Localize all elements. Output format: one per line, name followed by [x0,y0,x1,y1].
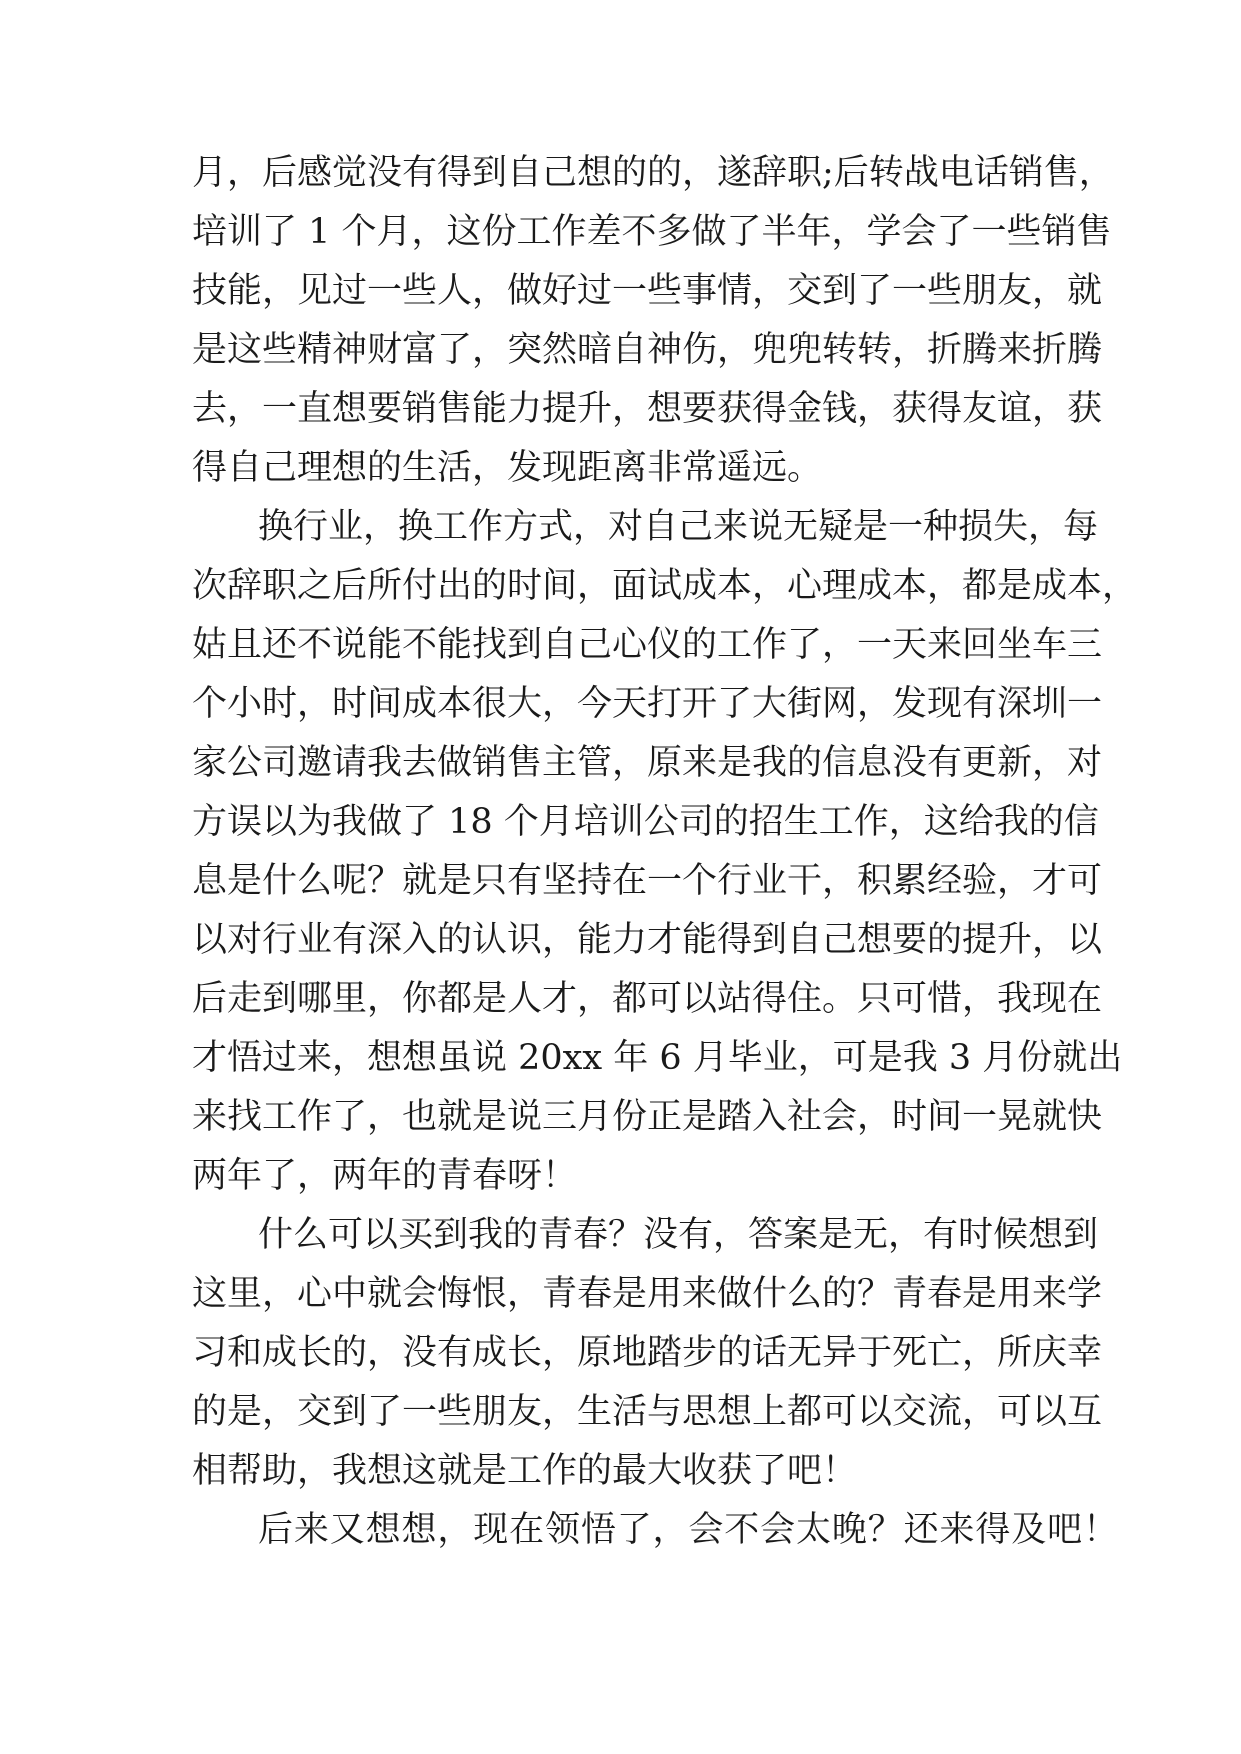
text-line: 方误以为我做了 18 个月培训公司的招生工作，这给我的信 [192,802,1099,842]
text-line: 以对行业有深入的认识，能力才能得到自己想要的提升，以 [192,920,1103,960]
text-line: 这里，心中就会悔恨，青春是用来做什么的？青春是用来学 [192,1274,1103,1314]
text-line: 换行业，换工作方式，对自己来说无疑是一种损失，每 [258,507,1099,547]
text-line: 技能，见过一些人，做好过一些事情，交到了一些朋友，就 [192,271,1103,311]
text-line: 相帮助，我想这就是工作的最大收获了吧！ [192,1451,858,1491]
text-line: 去，一直想要销售能力提升，想要获得金钱，获得友谊，获 [192,389,1103,429]
text-line: 什么可以买到我的青春？没有，答案是无，有时候想到 [258,1215,1099,1255]
text-line: 后走到哪里，你都是人才，都可以站得住。只可惜，我现在 [192,979,1103,1019]
text-line: 两年了，两年的青春呀！ [192,1156,578,1196]
text-line: 才悟过来，想想虽说 20xx 年 6 月毕业，可是我 3 月份就出 [192,1038,1123,1078]
text-line: 息是什么呢？就是只有坚持在一个行业干，积累经验，才可 [192,861,1103,901]
text-line: 家公司邀请我去做销售主管，原来是我的信息没有更新，对 [192,743,1103,783]
text-line: 培训了 1 个月，这份工作差不多做了半年，学会了一些销售 [192,212,1112,252]
text-line: 姑且还不说能不能找到自己心仪的工作了，一天来回坐车三 [192,625,1103,665]
text-line: 的是，交到了一些朋友，生活与思想上都可以交流，可以互 [192,1392,1103,1432]
text-line: 后来又想想，现在领悟了，会不会太晚？还来得及吧！ [258,1510,1118,1550]
text-line: 月，后感觉没有得到自己想的的，遂辞职;后转战电话销售， [192,153,1114,193]
text-line: 习和成长的，没有成长，原地踏步的话无异于死亡，所庆幸 [192,1333,1103,1373]
text-line: 次辞职之后所付出的时间，面试成本，心理成本，都是成本， [192,566,1138,606]
text-line: 来找工作了，也就是说三月份正是踏入社会，时间一晃就快 [192,1097,1103,1137]
text-line: 个小时，时间成本很大，今天打开了大街网，发现有深圳一 [192,684,1103,724]
text-line: 是这些精神财富了，突然暗自神伤，兜兜转转，折腾来折腾 [192,330,1103,370]
text-line: 得自己理想的生活，发现距离非常遥远。 [192,448,823,488]
